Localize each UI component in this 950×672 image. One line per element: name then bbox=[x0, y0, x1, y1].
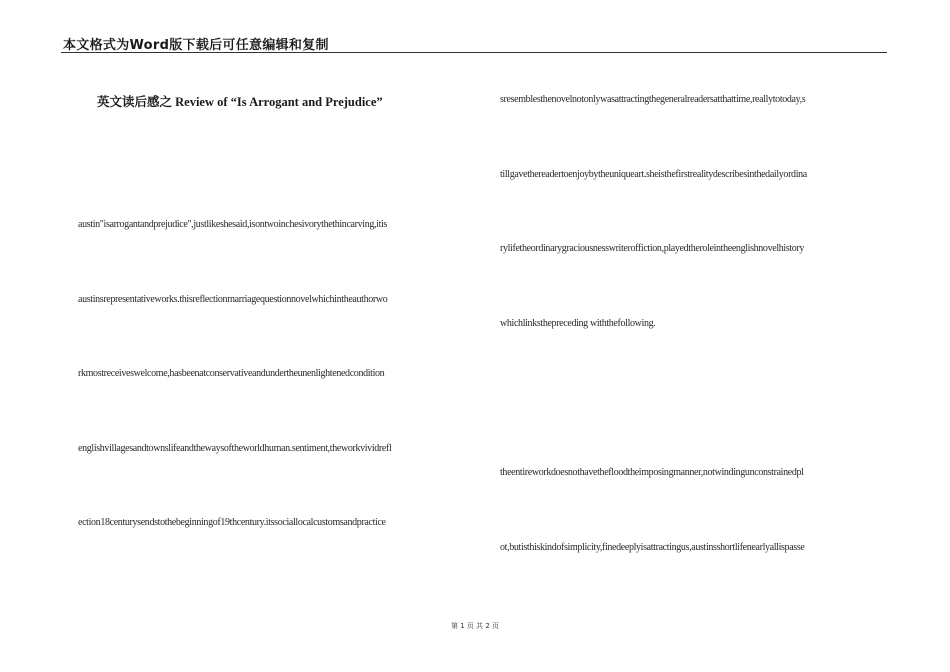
text-line: theentireworkdoesnothavethefloodtheimposingmanner,notwindingunconstrainedpl bbox=[500, 467, 804, 478]
header-text: 本文格式为Word版下载后可任意编辑和复制 bbox=[63, 38, 329, 53]
text-line: austinsrepresentativeworks.thisreflectionmarriagequestionnovelwhichintheauthorwo bbox=[78, 294, 388, 305]
text-line: austin"isarrogantandprejudice",justlikeshesaid,isontwoinchesivorythethincarving,itis bbox=[78, 219, 387, 230]
document-title: 英文读后感之 Review of “Is Arrogant and Prejudice” bbox=[97, 95, 383, 109]
text-line: englishvillagesandtownslifeandthewaysoftheworldhuman.sentiment,theworkvividrefl bbox=[78, 443, 392, 454]
text-line: sresemblesthenovelnotonlywasattractingthegeneralreadersatthattime,reallytotoday,s bbox=[500, 94, 806, 105]
text-line: ot,butisthiskindofsimplicity,finedeeplyisattractingus,austinsshortlifenearlyallispasse bbox=[500, 542, 805, 553]
text-line: whichlinksthepreceding withthefollowing. bbox=[500, 318, 656, 329]
text-line: ection18centurysendstothebeginningof19thcentury.itssociallocalcustomsandpractice bbox=[78, 517, 386, 528]
text-line: rkmostreceiveswelcome,hasbeenatconservativeandundertheunenlightenedcondition bbox=[78, 368, 385, 379]
text-line: tillgavethereadertoenjoybytheuniqueart.sheisthefirstrealitydescribesinthedailyordina bbox=[500, 169, 807, 180]
page-number: 第 1 页 共 2 页 bbox=[450, 622, 500, 630]
text-line: rylifetheordinarygraciousnesswriteroffiction,playedtheroleintheenglishnovelhistory bbox=[500, 243, 805, 254]
header-divider bbox=[61, 52, 887, 53]
